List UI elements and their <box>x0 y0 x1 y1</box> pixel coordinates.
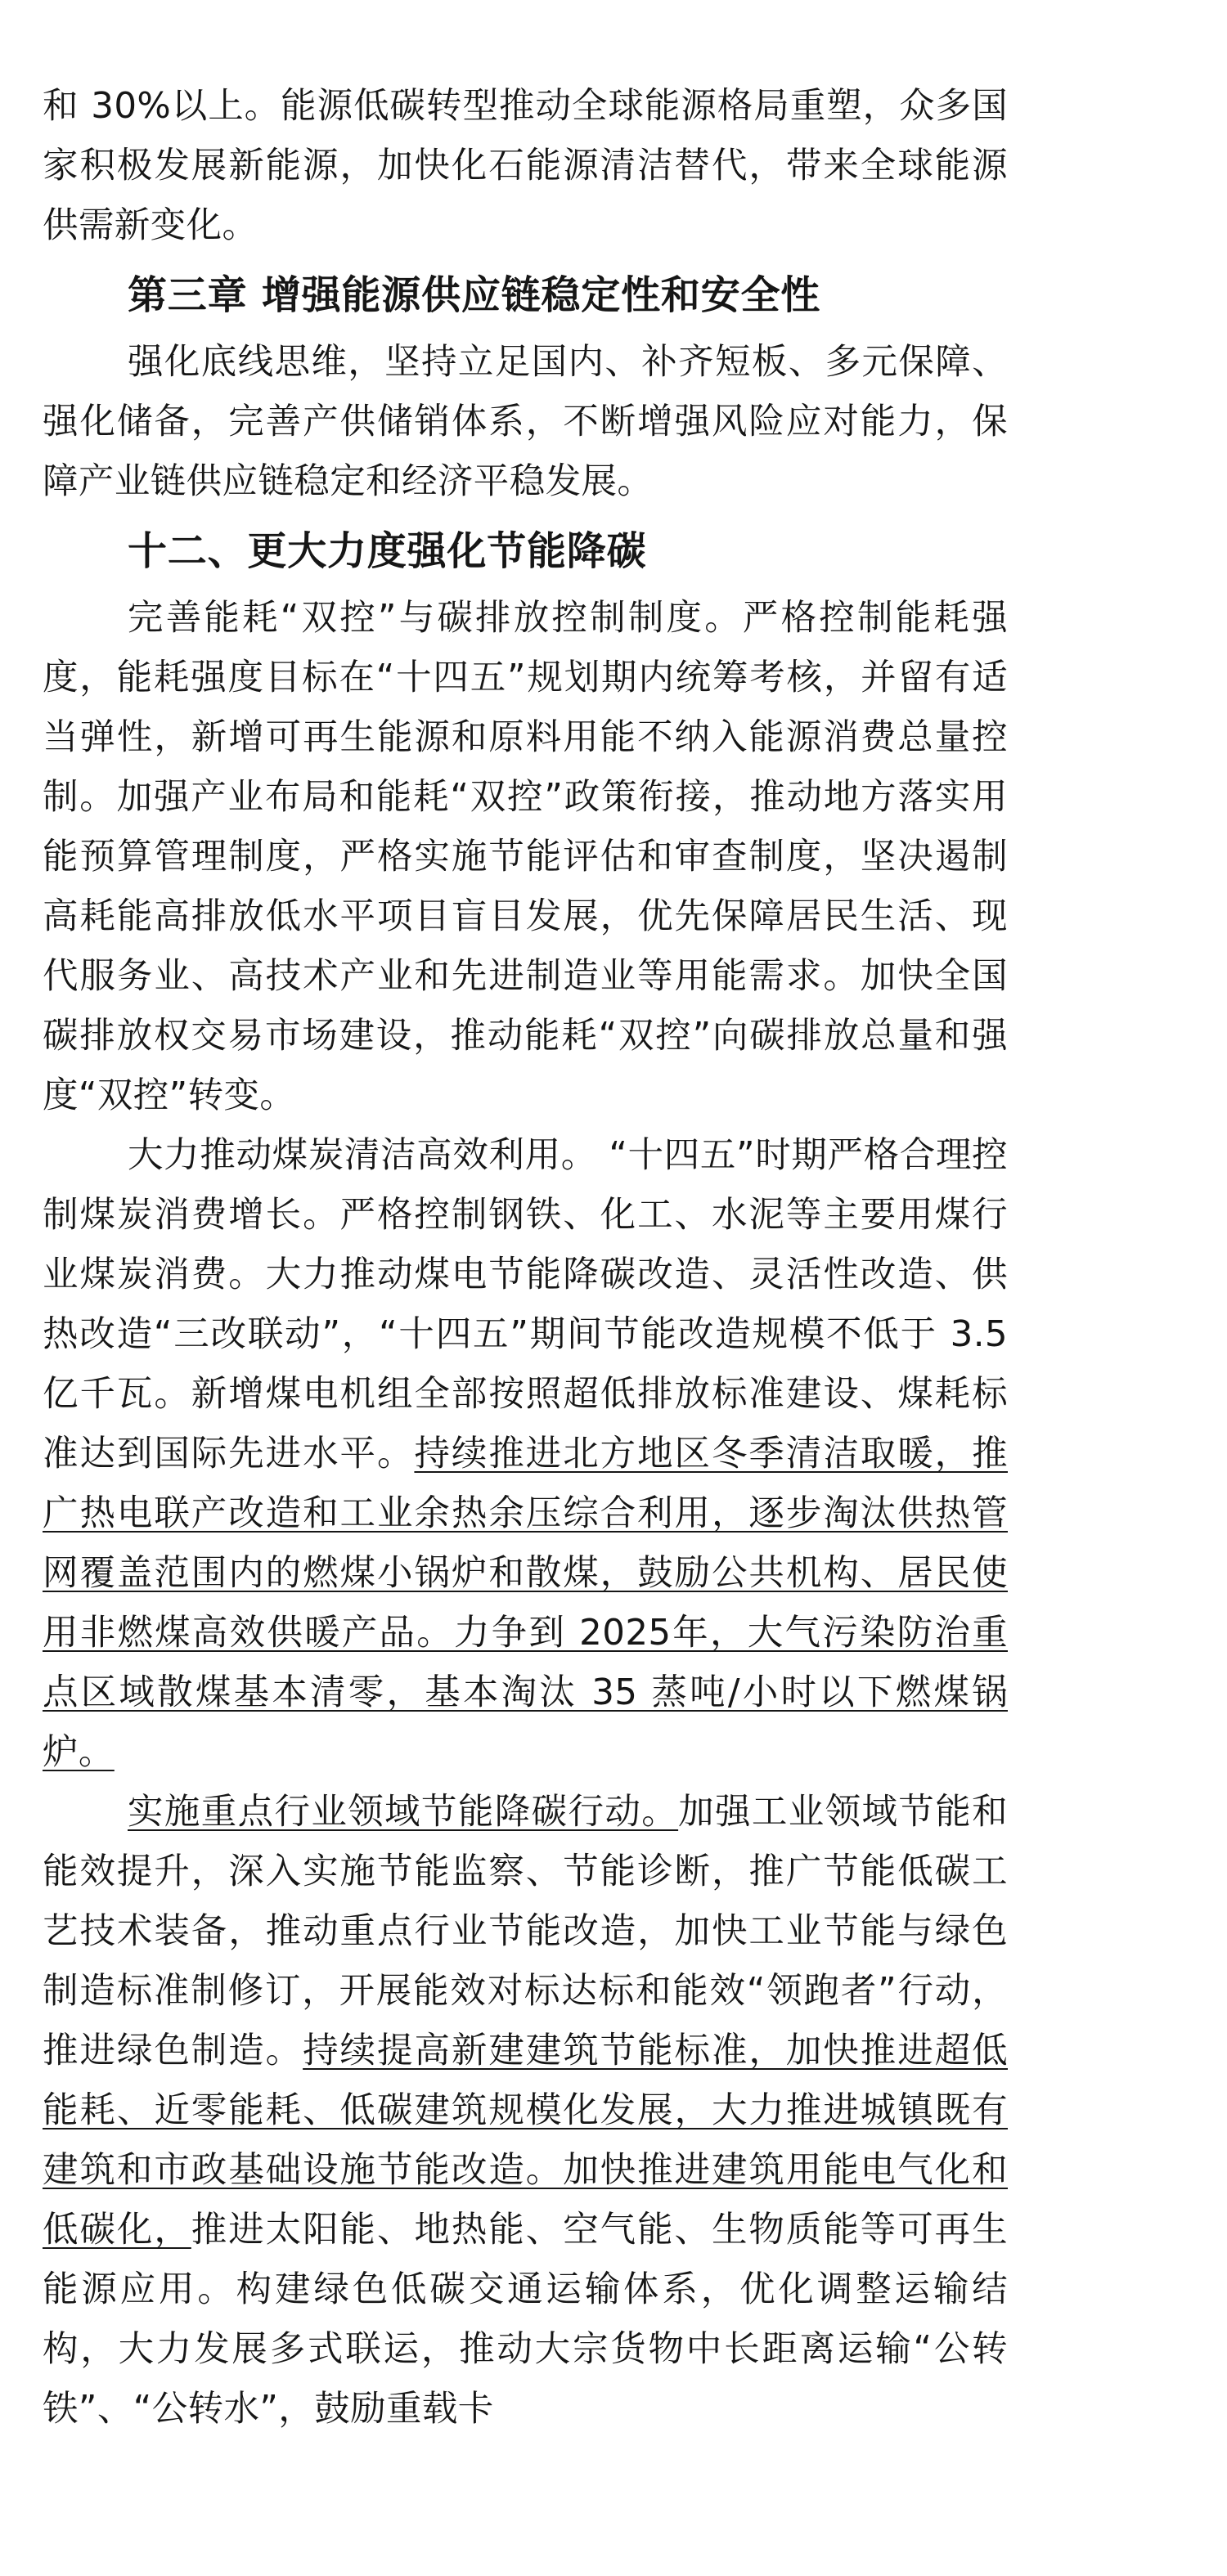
coal-paragraph-underlined-text: 持续推进北方地区冬季清洁取暖，推广热电联产改造和工业余热余压综合利用，逐步淘汰供热管网覆盖范围内的燃煤小锅炉和散煤，鼓励公共机构、居民使用非燃煤高效供暖产品。力争到 2025年，大气污染防治重点区域散煤基本清零，基本淘汰 35 蒸吨/小时以下燃煤锅炉。 <box>43 1434 1008 1773</box>
industry-paragraph <box>43 1783 1008 2439</box>
coal-paragraph <box>43 1126 1008 1783</box>
transport-paragraph-text: 推进太阳能、地热能、空气能、生物质能等可再生能源应用。构建绿色低碳交通运输体系，优化调整运输结构，大力发展多式联运，推动大宗货物中长距离运输“公转铁”、“公转水”，鼓励重载卡 <box>43 2210 1008 2430</box>
coal-paragraph-text: 大力推动煤炭清洁高效利用。 “十四五”时期严格合理控制煤炭消费增长。严格控制钢铁、化工、水泥等主要用煤行业煤炭消费。大力推动煤电节能降碳改造、灵活性改造、供热改造“三改联动”，“十四五”期间节能改造规模不低于 3.5 亿千瓦。新增煤电机组全部按照超低排放标准建设、煤耗标准达到国际先进水平。 <box>43 1135 1008 1474</box>
intro-paragraph: 和 30%以上。能源低碳转型推动全球能源格局重塑，众多国家积极发展新能源，加快化石能源清洁替代，带来全球能源供需新变化。 <box>43 86 1008 246</box>
section-heading: 十二、更大力度强化节能降碳 <box>128 528 647 574</box>
chapter-paragraph: 强化底线思维，坚持立足国内、补齐短板、多元保障、强化储备，完善产供储销体系，不断增强风险应对能力，保障产业链供应链稳定和经济平稳发展。 <box>43 342 1008 502</box>
building-underlined-text: 持续提高新建建筑节能标准，加快推进超低能耗、近零能耗、低碳建筑规模化发展，大力推进城镇既有建筑和市政基础设施节能改造。加快推进建筑用能电气化和低碳化， <box>43 2031 1008 2251</box>
document-page <box>43 77 1008 2439</box>
chapter-heading: 第三章 增强能源供应链稳定性和安全性 <box>128 272 821 318</box>
dual-control-paragraph: 完善能耗“双控”与碳排放控制制度。严格控制能耗强度，能耗强度目标在“十四五”规划期内统筹考核，并留有适当弹性，新增可再生能源和原料用能不纳入能源消费总量控制。加强产业布局和能耗“双控”政策衔接，推动地方落实用能预算管理制度，严格实施节能评估和审查制度，坚决遏制高耗能高排放低水平项目盲目发展，优先保障居民生活、现代服务业、高技术产业和先进制造业等用能需求。加快全国碳排放权交易市场建设，推动能耗“双控”向碳排放总量和强度“双控”转变。 <box>43 598 1008 1116</box>
industry-paragraph-text: 加强工业领域节能和能效提升，深入实施节能监察、节能诊断，推广节能低碳工艺技术装备，推动重点行业节能改造，加快工业节能与绿色制造标准制修订，开展能效对标达标和能效“领跑者”行动，推进绿色制造。 <box>43 1792 1008 2071</box>
industry-heading-underlined: 实施重点行业领域节能降碳行动。 <box>128 1792 679 1833</box>
